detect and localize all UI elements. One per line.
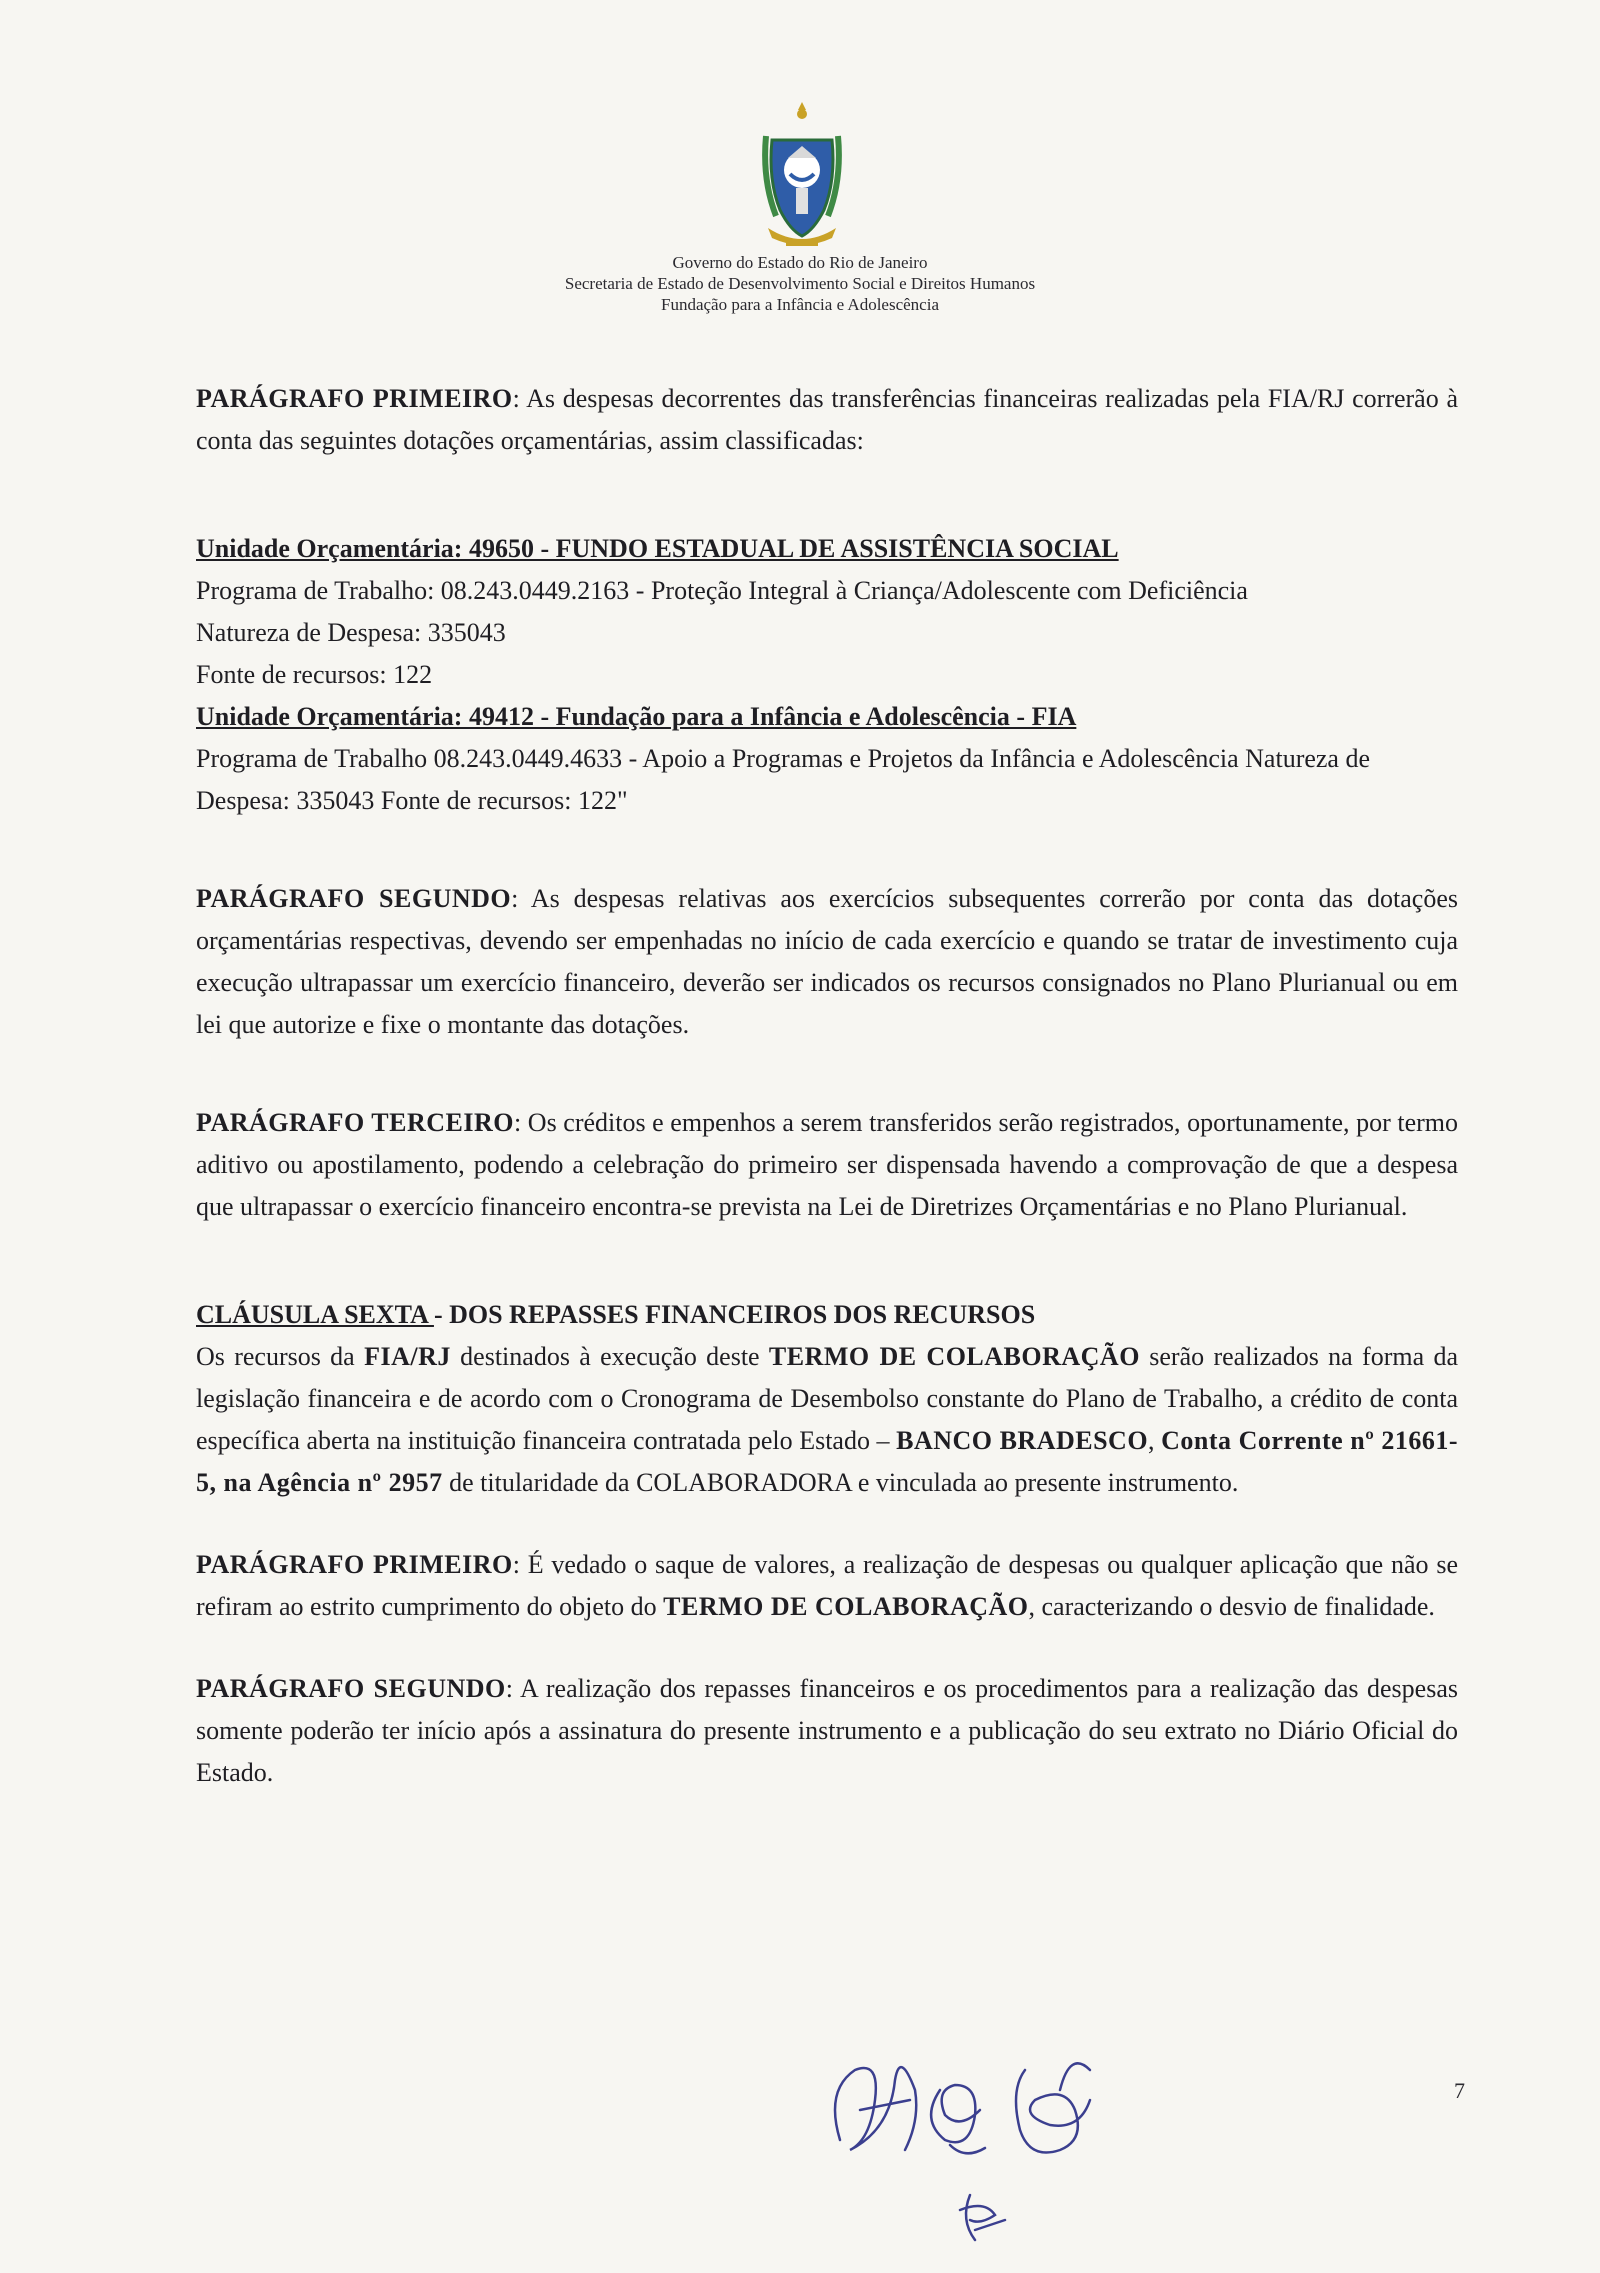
header-line-2: Secretaria de Estado de Desenvolvimento Social e Direitos Humanos (564, 274, 1036, 293)
paragraph-primeiro-2 (196, 1544, 1458, 1628)
clause-heading (196, 1294, 1458, 1336)
expense-nature: Natureza de Despesa: 335043 (196, 618, 506, 647)
budget-unit-2 (196, 696, 1458, 822)
paragraph-text: : Os créditos e empenhos a serem transferidos serão registrados, oportunamente, por termo aditivo ou apostilamento, podendo a celebração do primeiro ser dispensada havendo a comprovação de que a despesa que ultrapassar o exercício financeiro encontra-se prevista na Lei de Diretrizes Orçamentárias e no Plano Plurianual. (196, 1108, 1458, 1221)
paragraph-segundo-1 (196, 878, 1458, 1046)
paragraph-text: , caracterizando o desvio de finalidade. (1028, 1592, 1435, 1621)
paragraph-primeiro-1 (196, 378, 1458, 462)
paragraph-label: PARÁGRAFO SEGUNDO (196, 1674, 506, 1703)
work-program: Programa de Trabalho: 08.243.0449.2163 - Proteção Integral à Criança/Adolescente com Deficiência (196, 576, 1248, 605)
paragraph-segundo-2 (196, 1668, 1458, 1794)
clause-text-part: serão realizados na forma da legislação financeira e de acordo com o Cronograma de Desembolso constante do Plano de Trabalho, a crédito de conta específica aberta na instituição financeira contratada pelo Estado – (196, 1342, 1458, 1455)
paragraph-text: : As despesas decorrentes das transferências financeiras realizadas pela FIA/RJ correrão à conta das seguintes dotações orçamentárias, assim classificadas: (196, 384, 1458, 455)
paragraph-label: PARÁGRAFO TERCEIRO (196, 1108, 514, 1137)
paragraph-text: : A realização dos repasses financeiros e os procedimentos para a realização das despesas somente poderão ter início após a assinatura do presente instrumento e a publicação do seu extrato no Diário Oficial do Estado. (196, 1674, 1458, 1787)
paragraph-label: PARÁGRAFO SEGUNDO (196, 884, 512, 913)
clause-text-part: de titularidade da COLABORADORA e vinculada ao presente instrumento. (442, 1468, 1239, 1497)
clause-bold-part: TERMO DE COLABORAÇÃO (768, 1342, 1140, 1371)
clause-sexta (196, 1294, 1458, 1504)
budget-unit-heading: Unidade Orçamentária: 49650 - FUNDO ESTADUAL DE ASSISTÊNCIA SOCIAL (196, 534, 1119, 563)
paragraph-text: : As despesas relativas aos exercícios subsequentes correrão por conta das dotações orçamentárias respectivas, devendo ser empenhadas no início de cada exercício e quando se tratar de investimento cuja execução ultrapassar um exercício financeiro, deverão ser indicados os recursos consignados no Plano Plurianual ou em lei que autorize e fixe o montante das dotações. (196, 884, 1458, 1039)
paragraph-text: : É vedado o saque de valores, a realização de despesas ou qualquer aplicação que não se refiram ao estrito cumprimento do objeto do (196, 1550, 1458, 1621)
page-number: 7 (1454, 2078, 1465, 2103)
paragraph-bold-part: TERMO DE COLABORAÇÃO (663, 1592, 1029, 1621)
clause-text-part: , (1148, 1426, 1162, 1455)
paragraph-label: PARÁGRAFO PRIMEIRO (196, 1550, 513, 1579)
clause-text (196, 1336, 1458, 1504)
resource-source: Fonte de recursos: 122 (196, 660, 433, 689)
clause-heading-underlined: CLÁUSULA SEXTA (196, 1300, 434, 1329)
clause-bold-part: FIA/RJ (364, 1342, 451, 1371)
clause-heading-rest: - DOS REPASSES FINANCEIROS DOS RECURSOS (433, 1300, 1036, 1329)
coat-of-arms-icon (760, 100, 844, 248)
budget-unit-1 (196, 528, 1458, 696)
clause-bold-part: BANCO BRADESCO (896, 1426, 1149, 1455)
government-header (400, 252, 1200, 315)
paragraph-label: PARÁGRAFO PRIMEIRO (196, 384, 513, 413)
signature-initials (820, 2030, 1150, 2260)
clause-text-part: Os recursos da (196, 1342, 365, 1371)
document-body (196, 378, 1458, 1794)
budget-unit-heading: Unidade Orçamentária: 49412 - Fundação para a Infância e Adolescência - FIA (196, 702, 1077, 731)
work-program: Programa de Trabalho 08.243.0449.4633 - Apoio a Programas e Projetos da Infância e Adolescência Natureza de Despesa: 335043 Fonte de recursos: 122" (196, 744, 1371, 815)
header-line-3: Fundação para a Infância e Adolescência (661, 295, 939, 314)
clause-bold-part: Conta Corrente nº 21661-5, na Agência nº 2957 (196, 1426, 1459, 1497)
clause-text-part: destinados à execução deste (450, 1342, 769, 1371)
paragraph-terceiro (196, 1102, 1458, 1228)
header-line-1: Governo do Estado do Rio de Janeiro (672, 253, 928, 272)
